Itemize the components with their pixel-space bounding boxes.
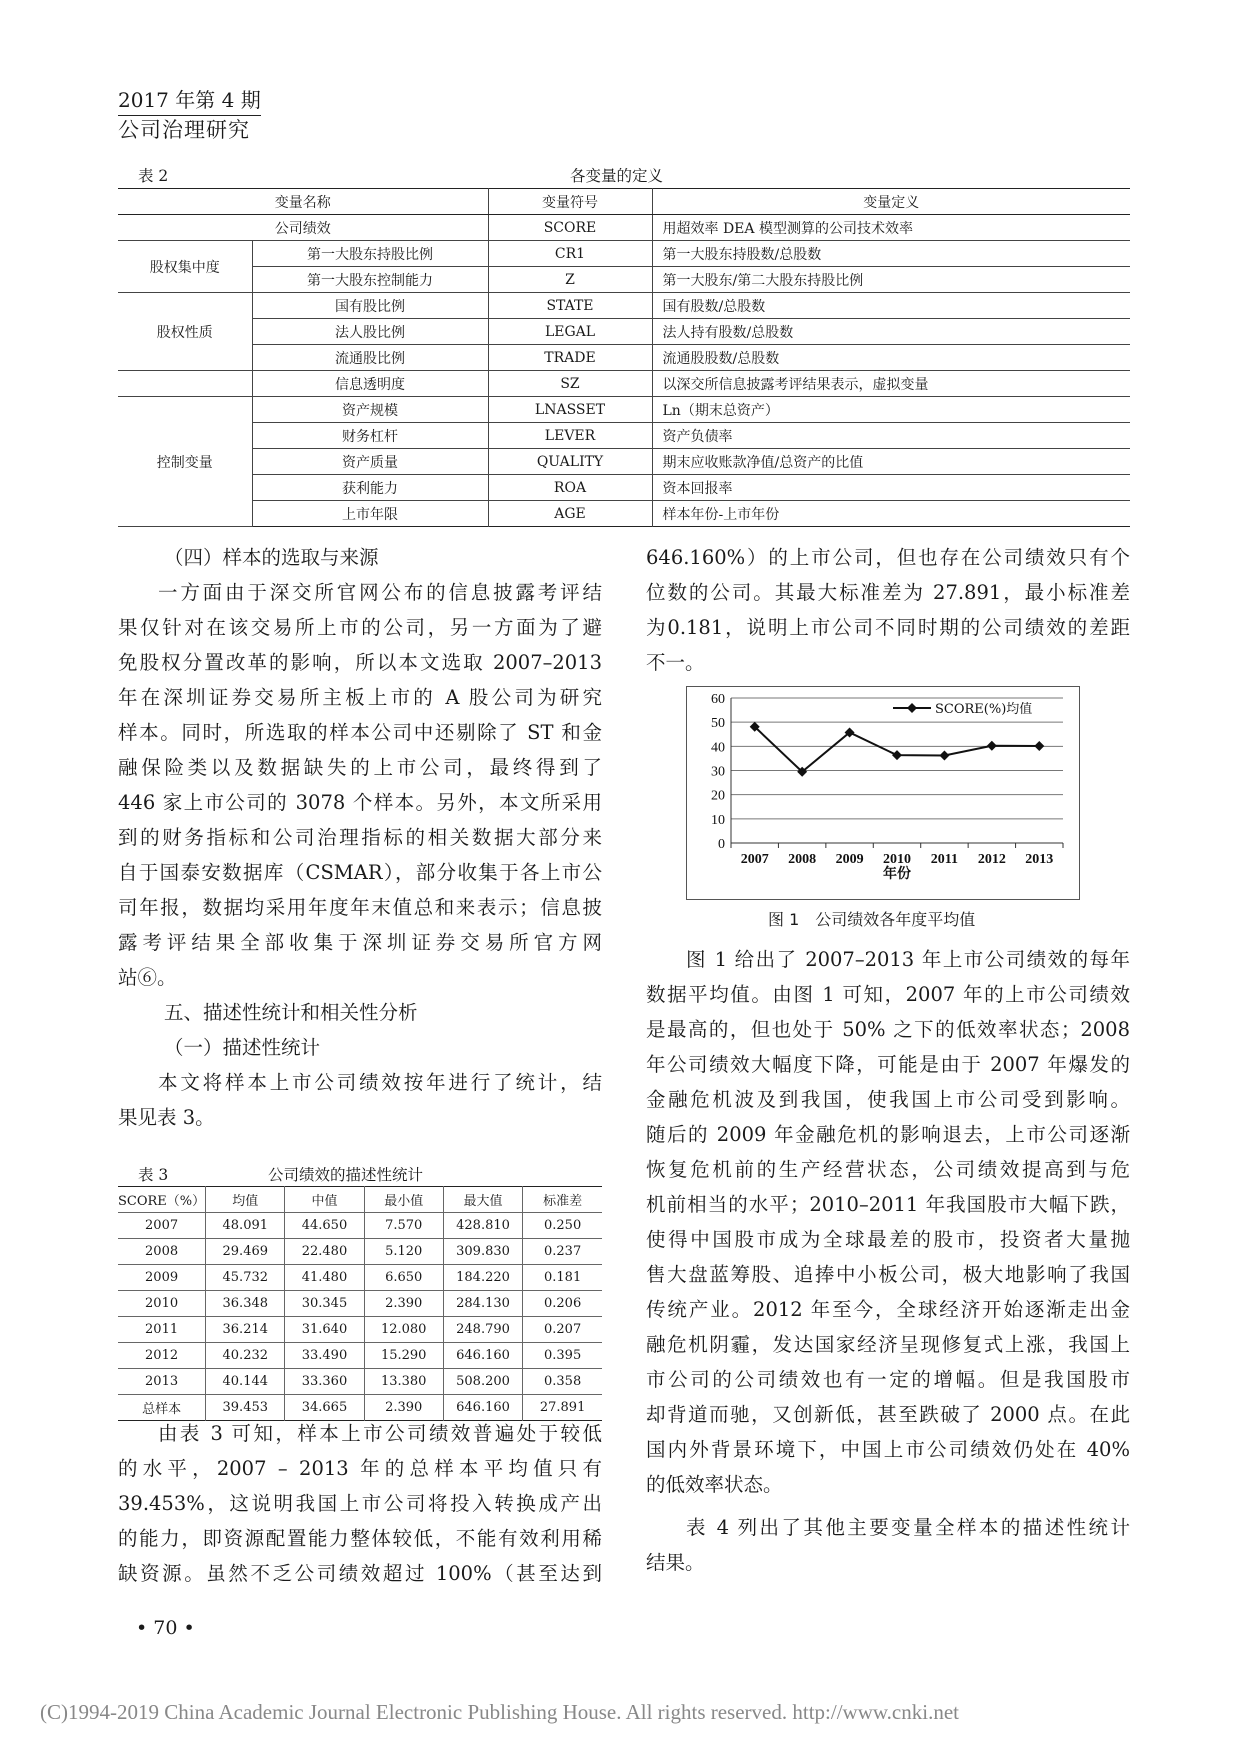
table-row — [118, 1291, 602, 1317]
table-cell: 2010 — [118, 1291, 206, 1317]
variable-group: 股权性质 — [118, 293, 252, 371]
table-cell: 0.181 — [523, 1265, 602, 1291]
table-cell: 41.480 — [285, 1265, 364, 1291]
variable-definition: 第一大股东持股数/总股数 — [652, 241, 1130, 267]
table-row — [118, 1369, 602, 1395]
table-cell: 248.790 — [443, 1317, 522, 1343]
table2-label: 表 2 — [138, 167, 169, 185]
x-tick-label: 2009 — [835, 852, 864, 867]
table-cell: 2013 — [118, 1369, 206, 1395]
x-tick-label: 2011 — [930, 852, 959, 867]
data-point — [1034, 741, 1044, 751]
paragraph-line: 免股权分置改革的影响，所以本文选取 2007–2013 — [118, 651, 602, 674]
table-row — [118, 293, 1130, 319]
column-header: 变量符号 — [488, 189, 652, 215]
legend-label: SCORE(%)均值 — [935, 702, 1033, 717]
table3-label: 表 3 — [138, 1166, 169, 1184]
table-row — [118, 241, 1130, 267]
paragraph-line: 随后的 2009 年金融危机的影响退去，上市公司逐渐 — [646, 1123, 1130, 1146]
y-tick-label: 50 — [711, 716, 725, 732]
table-row — [118, 1343, 602, 1369]
variable-definition: 流通股股数/总股数 — [652, 345, 1130, 371]
paragraph-line: 融保险类以及数据缺失的上市公司，最终得到了 — [118, 756, 602, 779]
variable-definition: Ln（期末总资产） — [652, 397, 1130, 423]
data-point — [892, 750, 902, 760]
table-cell: 31.640 — [285, 1317, 364, 1343]
table-row — [118, 1265, 602, 1291]
paragraph-line: 果见表 3。 — [118, 1106, 215, 1129]
variable-definition: 资本回报率 — [652, 475, 1130, 501]
table-cell: 39.453 — [206, 1395, 285, 1421]
variable-symbol: SZ — [488, 371, 652, 397]
variable-symbol: QUALITY — [488, 449, 652, 475]
table-row — [118, 1317, 602, 1343]
table-cell: 27.891 — [523, 1395, 602, 1421]
variable-definition: 用超效率 DEA 模型测算的公司技术效率 — [652, 215, 1130, 241]
table2-caption: 各变量的定义 — [570, 167, 664, 185]
variable-definition: 第一大股东/第二大股东持股比例 — [652, 267, 1130, 293]
paragraph-line: 缺资源。虽然不乏公司绩效超过 100%（甚至达到 — [118, 1562, 602, 1585]
paragraph-line: 年公司绩效大幅度下降，可能是由于 2007 年爆发的 — [646, 1053, 1130, 1076]
table-row — [118, 371, 1130, 397]
table-cell: 33.360 — [285, 1369, 364, 1395]
table-row — [118, 267, 1130, 293]
paragraph-line: 的低效率状态。 — [646, 1473, 783, 1496]
score-statistics-table — [118, 1186, 602, 1421]
x-tick-label: 2008 — [788, 852, 817, 867]
table-cell: 0.250 — [523, 1213, 602, 1239]
x-tick-label: 2007 — [740, 852, 769, 867]
column-header: 中值 — [285, 1187, 364, 1213]
variable-name: 获利能力 — [252, 475, 488, 501]
variable-definition: 样本年份-上市年份 — [652, 501, 1130, 527]
table-cell: 0.206 — [523, 1291, 602, 1317]
table-cell: 2.390 — [364, 1395, 443, 1421]
table-cell: 646.160 — [443, 1343, 522, 1369]
paragraph-line: 图 1 给出了 2007–2013 年上市公司绩效的每年 — [686, 948, 1130, 971]
variable-symbol: LEVER — [488, 423, 652, 449]
table-cell: 5.120 — [364, 1239, 443, 1265]
variable-symbol: LNASSET — [488, 397, 652, 423]
data-point — [987, 741, 997, 751]
x-tick-label: 2010 — [883, 852, 911, 867]
x-axis-title: 年份 — [883, 866, 911, 882]
table-cell: 2008 — [118, 1239, 206, 1265]
paragraph-line: 由表 3 可知，样本上市公司绩效普遍处于较低 — [158, 1422, 602, 1445]
table-cell: 184.220 — [443, 1265, 522, 1291]
table-cell: 48.091 — [206, 1213, 285, 1239]
paragraph-line: 的水平，2007 – 2013 年的总样本平均值只有 — [118, 1457, 602, 1480]
table-cell: 428.810 — [443, 1213, 522, 1239]
paragraph-line: 39.453%，这说明我国上市公司将投入转换成产出 — [118, 1492, 602, 1515]
variable-definition: 法人持有股数/总股数 — [652, 319, 1130, 345]
copyright-footer: (C)1994-2019 China Academic Journal Electronic Publishing House. All rights reserved. http://www.cnki.net — [40, 1700, 959, 1724]
paragraph-line: 自于国泰安数据库（CSMAR），部分收集于各上市公 — [118, 861, 602, 884]
table-cell: 30.345 — [285, 1291, 364, 1317]
table-cell: 44.650 — [285, 1213, 364, 1239]
variable-symbol: STATE — [488, 293, 652, 319]
column-header: 变量名称 — [118, 189, 488, 215]
variable-group: 控制变量 — [118, 397, 252, 527]
paragraph-line: 传统产业。2012 年至今，全球经济开始逐渐走出金 — [646, 1298, 1130, 1321]
table-cell: 12.080 — [364, 1317, 443, 1343]
table-cell: 0.207 — [523, 1317, 602, 1343]
variable-symbol: Z — [488, 267, 652, 293]
table-cell: 22.480 — [285, 1239, 364, 1265]
table-cell: 6.650 — [364, 1265, 443, 1291]
chart-frame — [686, 686, 1080, 900]
column-header: 标准差 — [523, 1187, 602, 1213]
variable-definition: 期末应收账款净值/总资产的比值 — [652, 449, 1130, 475]
variable-group-empty — [118, 371, 252, 397]
page-number: • 70 • — [136, 1617, 195, 1639]
table-cell: 36.348 — [206, 1291, 285, 1317]
table-cell: 34.665 — [285, 1395, 364, 1421]
section-heading: 五、描述性统计和相关性分析 — [164, 1001, 418, 1024]
column-header: 变量定义 — [652, 189, 1130, 215]
data-point — [939, 750, 949, 760]
variable-definition: 资产负债率 — [652, 423, 1130, 449]
table-row — [118, 397, 1130, 423]
x-tick-label: 2013 — [1025, 852, 1054, 867]
paragraph-line: 本文将样本上市公司绩效按年进行了统计，结 — [158, 1071, 602, 1094]
paragraph-line: 恢复危机前的生产经营状态，公司绩效提高到与危 — [646, 1158, 1130, 1181]
table-cell: 508.200 — [443, 1369, 522, 1395]
left-column-top — [118, 540, 602, 1135]
table-row — [118, 319, 1130, 345]
paragraph-line: 不一。 — [646, 651, 705, 674]
y-tick-label: 40 — [711, 740, 725, 756]
variable-name: 流通股比例 — [252, 345, 488, 371]
table-row — [118, 475, 1130, 501]
table-cell: 284.130 — [443, 1291, 522, 1317]
figure-caption: 图 1 公司绩效各年度平均值 — [768, 910, 976, 929]
paragraph-line: 果仅针对在该交易所上市的公司，另一方面为了避 — [118, 616, 602, 639]
table-row — [118, 1239, 602, 1265]
table-cell: 0.395 — [523, 1343, 602, 1369]
paragraph-line: 为0.181，说明上市公司不同时期的公司绩效的差距 — [646, 616, 1130, 639]
paragraph-line: 金融危机波及到我国，使我国上市公司受到影响。 — [646, 1088, 1130, 1111]
paragraph-line: 646.160%）的上市公司，但也存在公司绩效只有个 — [646, 546, 1130, 569]
variable-name: 资产质量 — [252, 449, 488, 475]
paragraph-line: 融危机阴霾，发达国家经济呈现修复式上涨，我国上 — [646, 1333, 1130, 1356]
right-column-body — [646, 942, 1130, 1580]
variable-symbol: TRADE — [488, 345, 652, 371]
table-row — [118, 423, 1130, 449]
table-cell: 29.469 — [206, 1239, 285, 1265]
table-cell: 2007 — [118, 1213, 206, 1239]
table-cell: 7.570 — [364, 1213, 443, 1239]
y-tick-label: 60 — [711, 692, 725, 707]
paragraph-line: 国内外背景环境下，中国上市公司绩效仍处在 40% — [646, 1438, 1130, 1461]
table3-caption: 公司绩效的描述性统计 — [268, 1166, 424, 1184]
x-tick-label: 2012 — [977, 852, 1006, 867]
paragraph-line: 使得中国股市成为全球最差的股市，投资者大量抛 — [646, 1228, 1130, 1251]
column-header: 最大值 — [443, 1187, 522, 1213]
table-cell: 45.732 — [206, 1265, 285, 1291]
paragraph-line: 机前相当的水平；2010–2011 年我国股市大幅下跌， — [646, 1193, 1130, 1216]
table-cell: 总样本 — [118, 1395, 206, 1421]
left-column-bottom — [118, 1416, 602, 1591]
table-cell: 309.830 — [443, 1239, 522, 1265]
table-cell: 646.160 — [443, 1395, 522, 1421]
variable-symbol: SCORE — [488, 215, 652, 241]
paragraph-line: 司年报，数据均采用年度年末值总和来表示；信息披 — [118, 896, 602, 919]
table-cell: 40.144 — [206, 1369, 285, 1395]
paragraph-line: 站⑥。 — [118, 966, 177, 989]
variable-name: 法人股比例 — [252, 319, 488, 345]
variable-symbol: CR1 — [488, 241, 652, 267]
subsection-heading: （一）描述性统计 — [164, 1036, 321, 1059]
y-tick-label: 30 — [711, 764, 725, 780]
table-cell: 2012 — [118, 1343, 206, 1369]
variable-name: 第一大股东控制能力 — [252, 267, 488, 293]
table-header-row — [118, 1187, 602, 1213]
paragraph-line: 却背道而驰，又创新低，甚至跌破了 2000 点。在此 — [646, 1403, 1130, 1426]
paragraph-line: 到的财务指标和公司治理指标的相关数据大部分来 — [118, 826, 602, 849]
variable-symbol: ROA — [488, 475, 652, 501]
y-tick-label: 20 — [711, 788, 725, 804]
column-header: SCORE（%） — [118, 1187, 206, 1213]
table-cell: 2011 — [118, 1317, 206, 1343]
series-line — [755, 727, 1040, 772]
variable-name: 国有股比例 — [252, 293, 488, 319]
table-row — [118, 1213, 602, 1239]
paragraph-line: 位数的公司。其最大标准差为 27.891，最小标准差 — [646, 581, 1130, 604]
variable-symbol: AGE — [488, 501, 652, 527]
table-cell: 15.290 — [364, 1343, 443, 1369]
table-row — [118, 215, 1130, 241]
paragraph-line: 年在深圳证券交易所主板上市的 A 股公司为研究 — [118, 686, 602, 709]
table-row — [118, 449, 1130, 475]
paragraph-line: 数据平均值。由图 1 可知，2007 年的上市公司绩效 — [646, 983, 1130, 1006]
paragraph-line: 是最高的，但也处于 50% 之下的低效率状态；2008 — [646, 1018, 1130, 1041]
column-header: 最小值 — [364, 1187, 443, 1213]
variable-name: 资产规模 — [252, 397, 488, 423]
table-row — [118, 345, 1130, 371]
table-cell: 2.390 — [364, 1291, 443, 1317]
right-column-top — [646, 540, 1130, 680]
y-tick-label: 10 — [711, 812, 725, 828]
column-header: 均值 — [206, 1187, 285, 1213]
table-cell: 36.214 — [206, 1317, 285, 1343]
variable-name: 财务杠杆 — [252, 423, 488, 449]
variable-group: 股权集中度 — [118, 241, 252, 293]
table-cell: 40.232 — [206, 1343, 285, 1369]
variable-name: 第一大股东持股比例 — [252, 241, 488, 267]
table-cell: 33.490 — [285, 1343, 364, 1369]
paragraph-line: 样本。同时，所选取的样本公司中还剔除了 ST 和金 — [118, 721, 602, 744]
table-row — [118, 501, 1130, 527]
paragraph-line: 446 家上市公司的 3078 个样本。另外，本文所采用 — [118, 791, 602, 814]
paragraph-line: 市公司的公司绩效也有一定的增幅。但是我国股市 — [646, 1368, 1130, 1391]
section-heading: （四）样本的选取与来源 — [164, 546, 379, 569]
legend-marker — [907, 703, 917, 713]
variable-name: 上市年限 — [252, 501, 488, 527]
table-header-row — [118, 189, 1130, 215]
paragraph-line: 售大盘蓝筹股、追捧中小板公司，极大地影响了我国 — [646, 1263, 1130, 1286]
journal-name: 公司治理研究 — [118, 118, 250, 142]
paragraph-line: 表 4 列出了其他主要变量全样本的描述性统计 — [686, 1516, 1130, 1539]
variable-name: 公司绩效 — [118, 215, 488, 241]
table-cell: 0.358 — [523, 1369, 602, 1395]
table-cell: 0.237 — [523, 1239, 602, 1265]
table-cell: 2009 — [118, 1265, 206, 1291]
paragraph-line: 的能力，即资源配置能力整体较低，不能有效利用稀 — [118, 1527, 602, 1550]
paragraph-line: 结果。 — [646, 1551, 705, 1574]
paragraph-line: 一方面由于深交所官网公布的信息披露考评结 — [158, 581, 602, 604]
y-tick-label: 0 — [718, 837, 725, 852]
variable-definition: 以深交所信息披露考评结果表示，虚拟变量 — [652, 371, 1130, 397]
variable-symbol: LEGAL — [488, 319, 652, 345]
score-line-chart — [687, 687, 1079, 899]
paragraph-line: 露考评结果全部收集于深圳证券交易所官方网 — [118, 931, 602, 954]
journal-issue: 2017 年第 4 期 — [118, 84, 261, 116]
variable-definition: 国有股数/总股数 — [652, 293, 1130, 319]
variable-name: 信息透明度 — [252, 371, 488, 397]
table-cell: 13.380 — [364, 1369, 443, 1395]
variable-definition-table — [118, 188, 1130, 527]
